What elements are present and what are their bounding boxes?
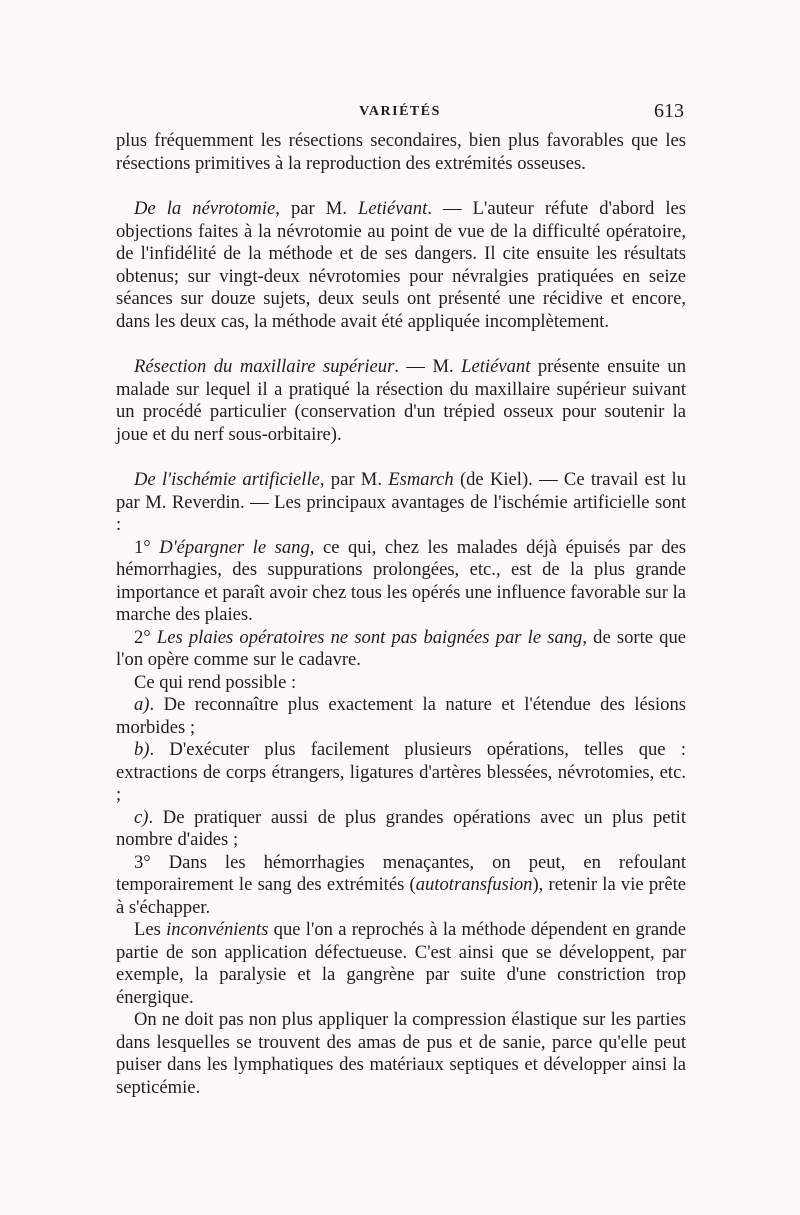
list-emphasis: Les plaies opératoires ne sont pas baignées par le sang (156, 626, 583, 648)
author-name: Letiévant (461, 356, 531, 377)
author-name: Letiévant (358, 198, 428, 219)
section-title: De l'ischémie artificielle (134, 469, 320, 490)
paragraph-text: , par M. (319, 469, 389, 490)
paragraph-nevrotomie (116, 198, 686, 333)
article-body (116, 130, 686, 1099)
emphasis: inconvénients (166, 919, 269, 940)
list-item-1 (116, 537, 686, 627)
paragraph-text: . — L'auteur réfute d'abord les objections faites à la névrotomie au point de vue de la difficulté opératoire, de l'infidélité de la méthode et de ses dangers. Il cite ensuite les résultats obtenus; sur vingt-deux névrotomies pour névralgies pratiquées en seize séances sur douze sujets, deux seuls ont présenté une récidive et encore, dans les deux cas, la méthode avait été appliquée incomplètement. (116, 198, 686, 332)
paragraph-inconvenients (116, 919, 686, 1009)
list-emphasis: D'épargner le sang (159, 536, 310, 558)
paragraph-possible: Ce qui rend possible : (134, 671, 297, 693)
paragraph-text: . De pratiquer aussi de plus grandes opérations avec un plus petit nombre d'aides ; (116, 806, 686, 850)
sublist-letter: c) (134, 806, 149, 828)
paragraph-text: (de Kiel). — Ce travail est lu par M. Reverdin. — Les principaux avantages de l'ischémie artificielle sont : (116, 469, 686, 535)
paragraph-text: . — M. (394, 356, 462, 377)
paragraph-compression: On ne doit pas non plus appliquer la compression élastique sur les parties dans lesquelles se trouvent des amas de pus et de sanie, parce qu'elle peut puiser dans les lymphatiques des matériaux septiques et développer ainsi la septicémie. (116, 1009, 686, 1098)
paragraph-resection (116, 356, 686, 446)
sublist-letter: a) (134, 694, 150, 715)
paragraph-text: . De reconnaître plus exactement la nature et l'étendue des lésions morbides ; (116, 694, 686, 738)
sublist-item-c (116, 807, 686, 852)
sublist-letter: b) (134, 739, 150, 760)
paragraph-text: 3° Dans les hémorrhagies menaçantes, on peut, en refoulant temporairement le sang des extrémités ( (116, 851, 686, 895)
list-number: 1° (134, 536, 160, 558)
section-title: De la névrotomie (134, 198, 276, 219)
paragraph-text: que l'on a reprochés à la méthode dépendent en grande partie de son application défectueuse. C'est ainsi que se développent, par exemple, la paralysie et la gangrène par suite d'une constriction trop énergique. (116, 919, 686, 1008)
section-title: Résection du maxillaire supérieur (134, 356, 395, 377)
author-name: Esmarch (388, 469, 454, 490)
paragraph-text: . D'exécuter plus facilement plusieurs opérations, telles que : extractions de corps étrangers, ligatures d'artères blessées, névrotomies, etc. ; (116, 739, 686, 805)
sublist-item-a (116, 694, 686, 739)
paragraph-ischemie (116, 469, 686, 537)
paragraph-continuation: plus fréquemment les résections secondaires, bien plus favorables que les résections primitives à la reproduction des extrémités osseuses. (116, 130, 686, 174)
list-emphasis: autotransfusion (415, 874, 533, 895)
paragraph-text: ), retenir la vie prête à s'échapper. (116, 874, 687, 918)
page-number: 613 (654, 100, 684, 122)
paragraph-text: , ce qui, chez les malades déjà épuisés par des hémorrhagies, des suppurations prolongées, etc., est de la plus grande importance et paraît avoir chez tous les opérés une influence favorable sur la marche des plaies. (116, 536, 686, 625)
list-item-2 (116, 627, 686, 672)
page-header (116, 100, 684, 126)
paragraph-text: , par M. (275, 198, 359, 219)
list-number: 2° (134, 626, 157, 648)
paragraph-text: présente ensuite un malade sur lequel il a pratiqué la résection du maxillaire supérieur suivant un procédé particulier (conservation d'un trépied osseux pour soutenir la joue et du nerf sous-orbitaire). (116, 356, 687, 445)
paragraph-text: Les (134, 919, 167, 940)
running-head: VARIÉTÉS (359, 104, 441, 119)
list-item-3 (116, 852, 686, 920)
sublist-item-b (116, 739, 686, 807)
paragraph-text: , de sorte que l'on opère comme sur le cadavre. (116, 626, 686, 670)
